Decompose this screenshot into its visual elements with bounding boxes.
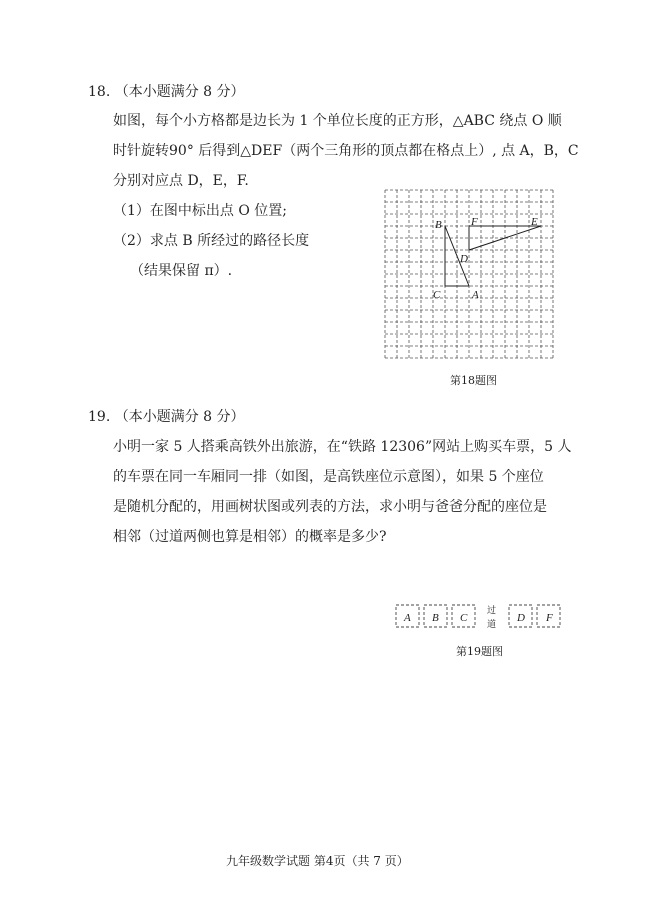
q19-header: 19. （本小题满分 8 分） — [88, 409, 245, 425]
q18-line-2: 时针旋转90° 后得到△DEF（两个三角形的顶点都在格点上）, 点 A，B，C — [113, 143, 579, 159]
q18-part-2: （2）求点 B 所经过的路径长度 — [113, 233, 310, 249]
q18-figure-caption: 第18题图 — [450, 374, 497, 387]
point-label-a: A — [472, 289, 479, 301]
q18-grid-figure — [380, 185, 560, 365]
aisle-label-bottom: 道 — [487, 620, 497, 630]
q19-line-1: 小明一家 5 人搭乘高铁外出旅游，在“铁路 12306”网站上购买车票，5 人 — [113, 439, 572, 455]
grid-lines — [385, 190, 553, 358]
q18-part-1: （1）在图中标出点 O 位置; — [113, 203, 288, 219]
point-label-b: B — [435, 219, 442, 231]
seat-label-a: A — [404, 612, 411, 624]
q19-line-2: 的车票在同一车厢同一排（如图，是高铁座位示意图），如果 5 个座位 — [113, 469, 544, 485]
seat-label-f: F — [546, 612, 553, 624]
q19-figure-caption: 第19题图 — [456, 645, 503, 658]
q19-line-3: 是随机分配的，用画树状图或列表的方法，求小明与爸爸分配的座位是 — [113, 499, 547, 515]
point-label-c: C — [433, 289, 441, 301]
point-label-f: F — [471, 216, 478, 228]
page-footer: 九年级数学试题 第4页（共 7 页） — [226, 854, 409, 868]
seat-label-d: D — [517, 612, 525, 624]
point-label-e: E — [531, 216, 538, 228]
aisle-label-top: 过 — [487, 606, 497, 616]
q19-seat-figure — [393, 600, 565, 632]
seat-label-b: B — [432, 612, 439, 624]
seat-label-c: C — [460, 612, 468, 624]
point-label-d: D — [460, 253, 468, 265]
q18-line-3: 分别对应点 D，E，F. — [113, 173, 249, 189]
q19-line-4: 相邻（过道两侧也算是相邻）的概率是多少? — [113, 529, 387, 545]
q18-line-1: 如图，每个小方格都是边长为 1 个单位长度的正方形，△ABC 绕点 O 顺 — [113, 113, 562, 129]
q18-part-2-note: （结果保留 π）. — [130, 263, 233, 279]
q18-header: 18. （本小题满分 8 分） — [88, 84, 245, 100]
